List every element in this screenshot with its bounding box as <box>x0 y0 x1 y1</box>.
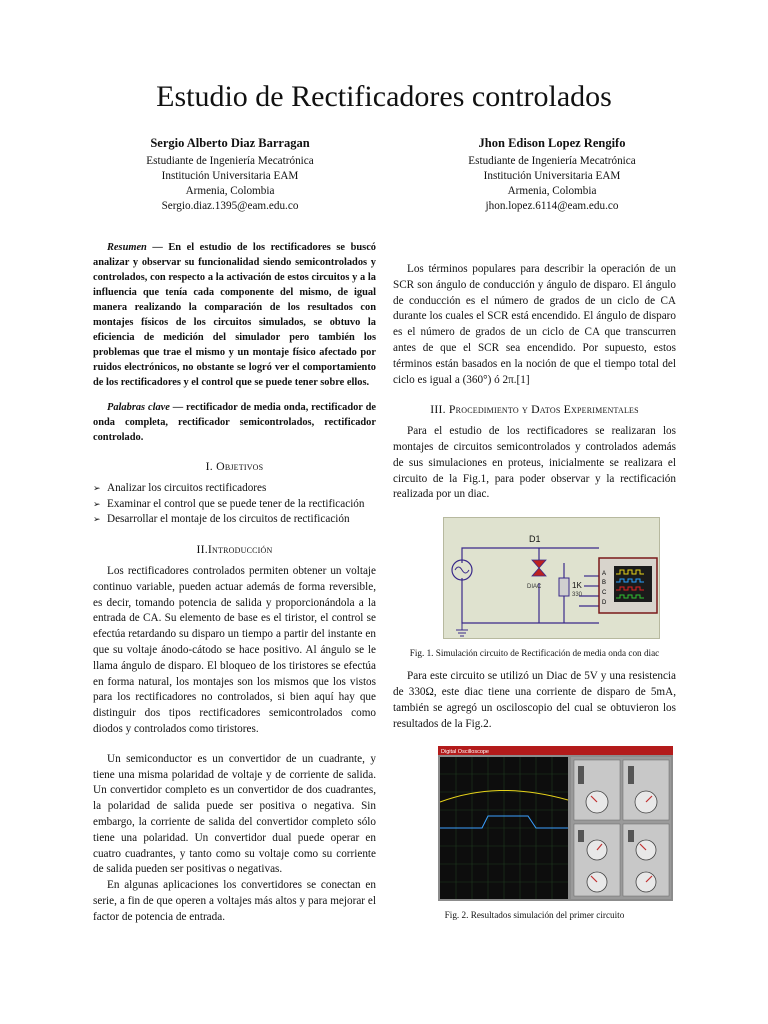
abstract-label: Resumen <box>107 242 147 253</box>
paragraph: En algunas aplicaciones los convertidores se conectan en serie, a fin de que operen a voltajes más altos y para mejorar el factor de potencia de entrada. <box>93 879 376 923</box>
section-heading-objetivos: I. Objetivos <box>205 459 264 473</box>
section-heading-procedimiento: III. Procedimiento y Datos Experimentales <box>430 402 639 417</box>
keywords-label: Palabras clave <box>107 402 170 413</box>
svg-text:B: B <box>602 580 607 587</box>
keywords <box>93 400 376 445</box>
right-column <box>393 262 676 921</box>
author-institution: Institución Universitaria EAM <box>161 170 299 182</box>
left-column <box>93 240 376 926</box>
keywords-text: — rectificador de media onda, rectificador de onda completa, rectificador semicontrolados, rectificador controlado. <box>93 402 376 443</box>
author-2 <box>402 136 702 214</box>
resistor-icon <box>559 578 569 596</box>
paragraph: Para este circuito se utilizó un Diac de 5V y una resistencia de 330Ω, este diac tiene una corriente de disparo de 5mA, también se agregó un osciloscopio del cual se obtuvieron los resultados de la Fig.2. <box>393 670 676 730</box>
label-resistor-value: 330 <box>572 592 583 599</box>
arrow-bullet-icon: ➢ <box>93 482 101 493</box>
author-affiliation: Estudiante de Ingeniería Mecatrónica <box>468 155 636 167</box>
author-affiliation: Estudiante de Ingeniería Mecatrónica <box>146 155 314 167</box>
circuit-diagram <box>444 518 659 638</box>
section-heading-introduccion: II.Introducción <box>196 542 273 557</box>
figure-2-oscilloscope <box>438 746 673 901</box>
label-d1: D1 <box>529 534 541 545</box>
author-email: Sergio.diaz.1395@eam.edu.co <box>161 200 299 212</box>
label-diac: DIAC <box>527 584 542 591</box>
ground-icon <box>456 623 468 636</box>
figure-1-circuit <box>443 517 660 639</box>
list-item: ➢ Analizar los circuitos rectificadores <box>93 481 376 497</box>
list-item: ➢ Desarrollar el montaje de los circuitos de rectificación <box>93 512 376 528</box>
label-resistor: 1K <box>572 581 582 591</box>
oscilloscope-title: Digital Oscilloscope <box>441 749 489 756</box>
author-location: Armenia, Colombia <box>507 185 597 197</box>
figure-1-caption: Fig. 1. Simulación circuito de Rectificación de media onda con diac <box>409 648 660 659</box>
abstract <box>93 240 376 390</box>
paragraph: Los términos populares para describir la operación de un SCR son ángulo de conducción y ángulo de disparo. El ángulo de conducción es el número de grados de un ciclo de CA durante los cuales el SCR está encendido. El ángulo de disparo es el número de grados de un ciclo de CA que transcurren antes de que el SCR sea encendido. Por supuesto, estos términos están basados en la noción de que el tiempo total del ciclo es igual a (360°) ó 2π.[1] <box>393 263 676 386</box>
paragraph: Un semiconductor es un convertidor de un cuadrante, y tiene una misma polaridad de voltaje y de corriente de salida. Un convertidor completo es un convertidor de dos cuadrantes, la polaridad de salida puede ser positiva o negativa. Sin embargo, la corriente de salida del convertidor completo sólo tiene una polaridad. Un convertidor dual puede operar en cuatro cuadrantes, y tanto como su voltaje como su corriente de salida pueden ser positivas o negativas. <box>93 752 376 876</box>
arrow-bullet-icon: ➢ <box>93 514 101 525</box>
figure-2-caption: Fig. 2. Resultados simulación del primer circuito <box>444 910 625 921</box>
oscilloscope-screenshot <box>438 746 673 901</box>
paragraph: Los rectificadores controlados permiten obtener un voltaje continuo variable, pueden actuar además de forma reversible, es decir, tomando potencia de salida y proporcionándola a la entrada de CA. Su elemento de base es el tiristor, el control se efectúa retardando su disparo un tiempo a partir del instante en que su voltaje ánodo-cátodo se hace positivo. Al ángulo se le llama ángulo de disparo. El bloqueo de los tiristores se efectúa en forma natural, los montajes son los mismos que los vistos para los rectificadores no controlados, si bien aquí hay que distinguir dos tipos rectificadores semicontrolados como diodos y controlados como tiristores. <box>93 564 376 735</box>
abstract-text: — En el estudio de los rectificadores se buscó analizar y observar su funcionalidad siendo semicontrolados y controlados, con respecto a la activación de estos circuitos y a la influencia que tenía cada componente del mismo, de igual manera realizando la comparación de los resultados con montajes físicos de los circuitos simulados, se obtuvo la eficiencia de medición del simulador pero también los problemas que trae el mismo y un montaje físico afectado por ruidos electrónicos, no obstante se logró ver el comportamiento de los rectificadores y el control que se puede tener sobre ellos. <box>93 242 376 388</box>
author-institution: Institución Universitaria EAM <box>483 170 621 182</box>
paper-title: Estudio de Rectificadores controlados <box>156 80 612 113</box>
svg-text:C: C <box>602 590 607 597</box>
author-location: Armenia, Colombia <box>185 185 275 197</box>
author-name: Jhon Edison Lopez Rengifo <box>478 136 626 150</box>
author-1 <box>80 136 380 214</box>
objectives-list <box>93 481 376 528</box>
svg-text:D: D <box>602 600 607 607</box>
author-email: jhon.lopez.6114@eam.edu.co <box>485 200 619 212</box>
svg-text:A: A <box>602 571 607 578</box>
arrow-bullet-icon: ➢ <box>93 498 101 509</box>
diac-icon <box>532 560 546 568</box>
paragraph: Para el estudio de los rectificadores se realizaran los montajes de circuitos semicontrolados y controlados además de sus simulaciones en proteus, inicialmente se realizara el circuito de la Fig.1, para poder observar y la rectificación realizada por un diac. <box>393 425 676 501</box>
author-name: Sergio Alberto Diaz Barragan <box>150 136 310 150</box>
list-item: ➢ Examinar el control que se puede tener de la rectificación <box>93 497 376 513</box>
